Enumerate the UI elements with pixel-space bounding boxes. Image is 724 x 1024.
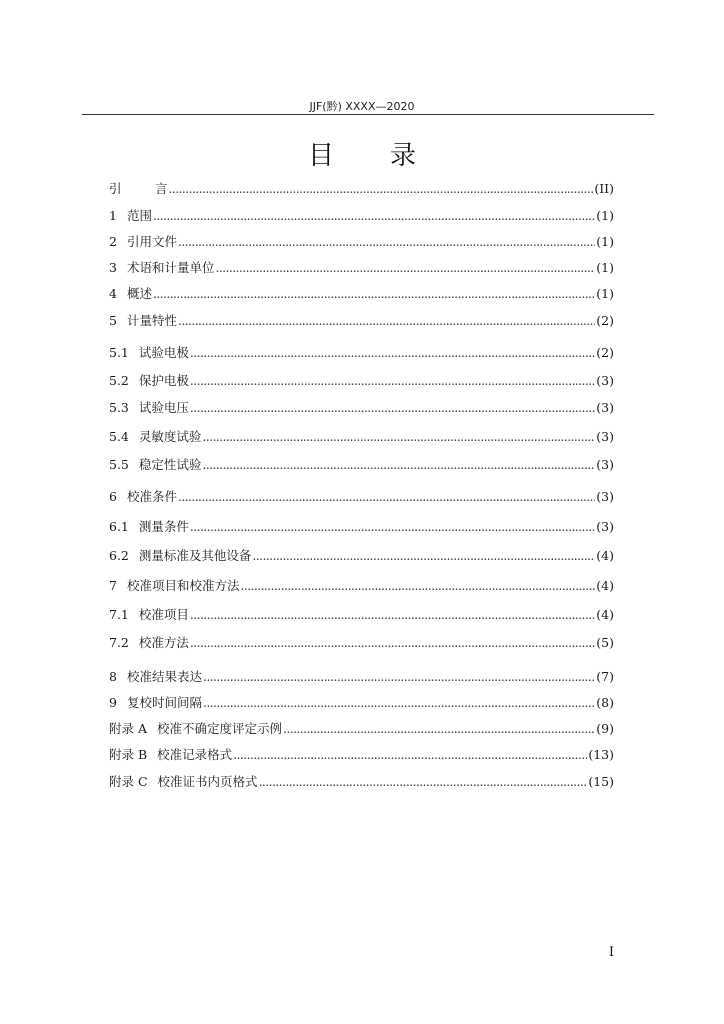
toc-entry-label: 校准记录格式 [157,747,233,762]
toc-entry-number: 5.5 [109,456,129,472]
toc-entry-page: (5) [596,634,614,650]
toc-entry-page: (3) [596,518,614,534]
toc-entry-number: 引 [109,181,122,196]
toc-entry-number: 附录 C [109,774,148,789]
toc-entry-page: (1) [596,207,614,223]
toc-entry-number: 3 [109,259,117,275]
toc-entry-number: 6 [109,488,117,504]
toc-leader-dots [203,669,595,684]
page-number: I [608,945,614,960]
toc-entry-label: 概述 [126,286,152,301]
document-code-header: JJF(黔) XXXX—2020 [309,100,415,113]
toc-entry-label: 校准不确定度评定示例 [157,721,283,736]
toc-entry-number: 2 [109,233,117,249]
toc-entry[interactable] [109,604,614,624]
toc-entry-page: (3) [596,456,614,472]
toc-leader-dots [153,208,595,223]
toc-entry-page: (1) [596,285,614,301]
toc-entry-label: 校准结果表达 [126,669,202,684]
toc-entry-label: 校准方法 [138,635,189,650]
toc-entry[interactable] [109,342,614,362]
toc-entry-number: 7 [109,577,117,593]
title-char-2: 录 [390,141,417,171]
toc-entry[interactable] [109,205,614,225]
toc-entry-page: (15) [588,773,614,789]
toc-entry-number: 附录 B [109,747,148,762]
header-rule [82,114,654,115]
toc-entry-page: (2) [596,344,614,360]
toc-entry-page: (4) [596,577,614,593]
toc-leader-dots [252,548,595,563]
toc-entry-page: (3) [596,399,614,415]
toc-entry-page: (4) [596,547,614,563]
toc-leader-dots [190,373,595,388]
toc-leader-dots [190,607,595,622]
toc-leader-dots [202,457,595,472]
toc-leader-dots [202,429,595,444]
toc-title [0,135,724,172]
toc-entry[interactable] [109,426,614,446]
toc-entry-label: 校准证书内页格式 [157,774,258,789]
toc-entry-page: (7) [596,668,614,684]
toc-entry-page: (2) [596,312,614,328]
toc-entry-number: 7.1 [109,606,129,622]
toc-leader-dots [169,181,594,196]
title-char-1: 目 [307,141,334,171]
toc-entry-page: (1) [596,259,614,275]
toc-entry-number: 8 [109,668,117,684]
toc-leader-dots [283,721,595,736]
toc-entry-number: 5.2 [109,372,129,388]
toc-entry-label: 校准项目 [138,607,189,622]
toc-leader-dots [190,635,595,650]
toc-leader-dots [178,313,595,328]
toc-entry[interactable] [109,454,614,474]
toc-entry-page: (8) [596,694,614,710]
toc-entry[interactable] [109,692,614,712]
toc-entry[interactable] [109,744,614,764]
toc-entry-label: 言 [155,181,168,196]
toc-leader-dots [178,234,595,249]
toc-entry-label: 保护电极 [138,373,189,388]
toc-entry-label: 术语和计量单位 [126,260,215,275]
toc-entry-page: (3) [596,488,614,504]
toc-entry-number: 1 [109,207,117,223]
toc-entry-number: 7.2 [109,634,129,650]
toc-leader-dots [233,747,587,762]
toc-entry-number: 9 [109,694,117,710]
toc-entry-label: 计量特性 [126,313,177,328]
toc-leader-dots [190,345,595,360]
toc-leader-dots [259,774,588,789]
toc-entry-label: 灵敏度试验 [138,429,202,444]
toc-entry-label: 试验电极 [138,345,189,360]
toc-leader-dots [153,286,595,301]
toc-entry-label: 稳定性试验 [138,457,202,472]
toc-leader-dots [190,400,595,415]
toc-entry[interactable] [109,178,614,198]
toc-entry-number: 6.2 [109,547,129,563]
toc-entry-page: (3) [596,372,614,388]
toc-entry-label: 复校时间间隔 [126,695,202,710]
toc-entry[interactable] [109,718,614,738]
toc-entry-number: 5.4 [109,428,129,444]
toc-entry-number: 6.1 [109,518,129,534]
toc-entry-label: 校准项目和校准方法 [126,578,240,593]
toc-entry[interactable] [109,545,614,565]
toc-entry[interactable] [109,231,614,251]
toc-entry[interactable] [109,397,614,417]
toc-entry[interactable] [109,575,614,595]
toc-entry-label: 试验电压 [138,400,189,415]
toc-entry-page: (4) [596,606,614,622]
toc-entry[interactable] [109,632,614,652]
toc-entry-label: 测量条件 [138,519,189,534]
toc-entry-label: 测量标准及其他设备 [138,548,252,563]
toc-entry-label: 范围 [126,208,152,223]
toc-entry-number: 4 [109,285,117,301]
toc-entry[interactable] [109,370,614,390]
toc-leader-dots [240,578,595,593]
toc-entry[interactable] [109,666,614,686]
toc-entry-page: (3) [596,428,614,444]
toc-entry[interactable] [109,310,614,330]
toc-entry-number: 附录 A [109,721,148,736]
toc-entry-label: 引用文件 [126,234,177,249]
toc-entry[interactable] [109,283,614,303]
toc-entry-number: 5.3 [109,399,129,415]
toc-entry[interactable] [109,257,614,277]
toc-entry-page: (9) [596,720,614,736]
toc-leader-dots [190,519,595,534]
toc-leader-dots [178,489,595,504]
toc-entry-page: (13) [588,746,614,762]
toc-entry-page: (II) [594,180,614,196]
toc-entry-label: 校准条件 [126,489,177,504]
toc-entry-number: 5 [109,312,117,328]
toc-entry[interactable] [109,516,614,536]
toc-entry-page: (1) [596,233,614,249]
toc-entry[interactable] [109,486,614,506]
toc-leader-dots [215,260,595,275]
toc-leader-dots [203,695,595,710]
toc-entry[interactable] [109,771,614,791]
toc-entry-number: 5.1 [109,344,129,360]
